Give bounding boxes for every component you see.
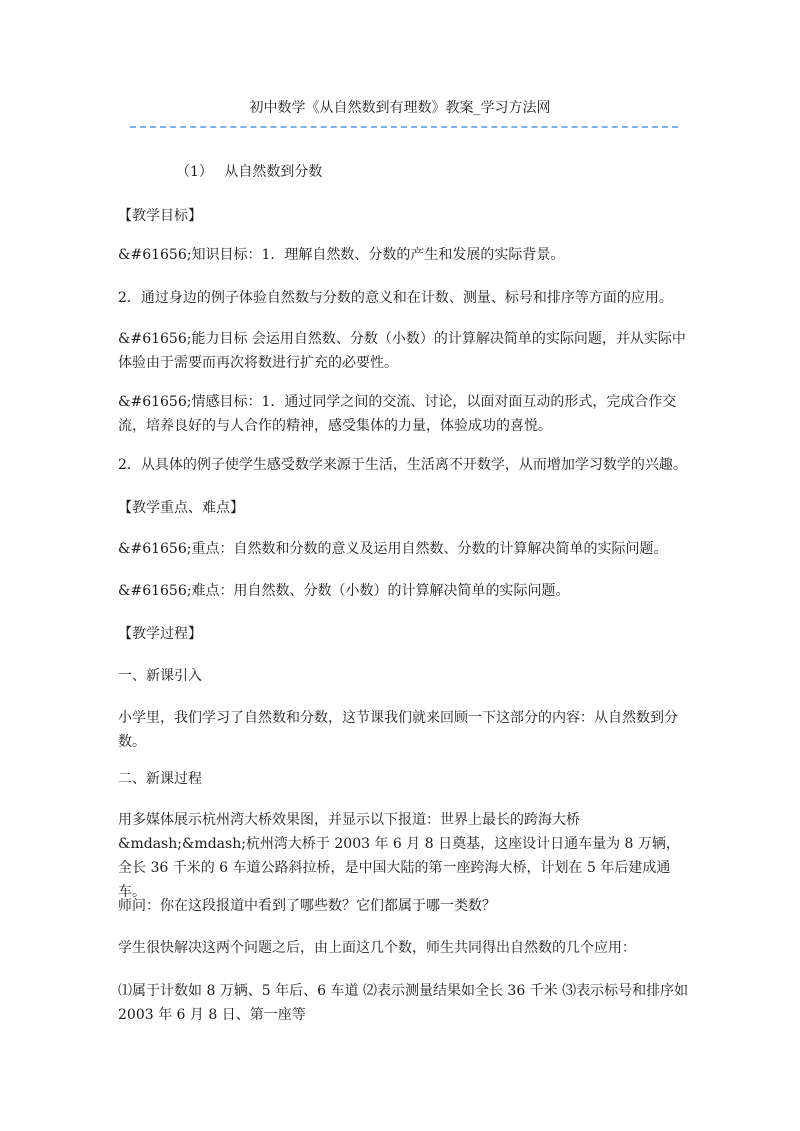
title-divider	[130, 126, 678, 128]
paragraph: &#61656;能力目标 会运用自然数、分数（小数）的计算解决简单的实际问题，并从实际中体验由于需要而再次将数进行扩充的必要性。	[118, 331, 686, 371]
paragraph: 用多媒体展示杭州湾大桥效果图，并显示以下报道：世界上最长的跨海大桥&mdash;&mdash;杭州湾大桥于 2003 年 6 月 8 日奠基，这座设计日通车量为 8 万辆，全长 36 千米的 6 车道公路斜拉桥，是中国大陆的第一座跨海大桥，计划在 5 年后建成通车。	[118, 812, 680, 900]
paragraph: &#61656;难点：用自然数、分数（小数）的计算解决简单的实际问题。	[118, 583, 570, 599]
heading-teaching-goals: 【教学目标】	[118, 208, 202, 224]
paragraph: 2．通过身边的例子体验自然数与分数的意义和在计数、测量、标号和排序等方面的应用。	[118, 290, 673, 306]
subheading: 二、新课过程	[118, 771, 202, 787]
page-title: 初中数学《从自然数到有理数》教案_学习方法网	[249, 100, 551, 116]
paragraph: 小学里，我们学习了自然数和分数，这节课我们就来回顾一下这部分的内容：从自然数到分数。	[118, 710, 678, 750]
paragraph: &#61656;知识目标：1．理解自然数、分数的产生和发展的实际背景。	[118, 247, 565, 263]
paragraph: 师问：你在这段报道中看到了哪些数？它们都属于哪一类数？	[118, 898, 496, 914]
heading-key-points: 【教学重点、难点】	[118, 500, 244, 516]
paragraph: 2．从具体的例子使学生感受数学来源于生活，生活离不开数学，从而增加学习数学的兴趣。	[118, 457, 687, 473]
paragraph: &#61656;情感目标：1．通过同学之间的交流、讨论，以面对面互动的形式，完成合作交流，培养良好的与人合作的精神，感受集体的力量，体验成功的喜悦。	[118, 394, 677, 434]
paragraph: &#61656;重点：自然数和分数的意义及运用自然数、分数的计算解决简单的实际问题。	[118, 541, 668, 557]
heading-teaching-process: 【教学过程】	[118, 626, 202, 642]
subheading: 一、新课引入	[118, 668, 202, 684]
section-heading: （1） 从自然数到分数	[176, 164, 323, 180]
paragraph: ⑴属于计数如 8 万辆、5 年后、6 车道 ⑵表示测量结果如全长 36 千米 ⑶表示标号和排序如 2003 年 6 月 8 日、第一座等	[118, 983, 689, 1023]
paragraph: 学生很快解决这两个问题之后，由上面这几个数，师生共同得出自然数的几个应用：	[118, 940, 636, 956]
